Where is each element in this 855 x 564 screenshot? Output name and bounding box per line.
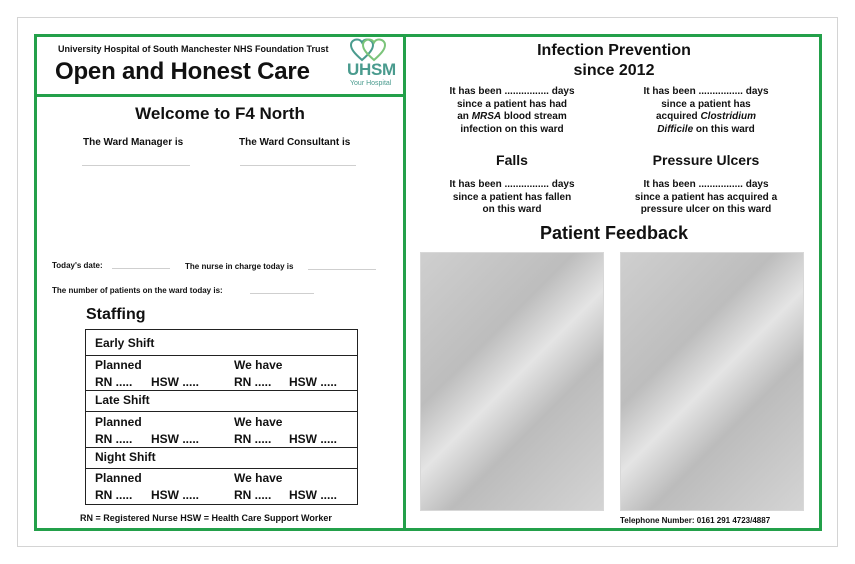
infection-title-line2: since 2012 <box>573 62 655 79</box>
stat-line: on this ward <box>482 204 542 215</box>
logo-tagline: Your Hospital <box>350 80 392 87</box>
ward-welcome: Welcome to F4 North <box>135 104 305 123</box>
date-label: Today's date: <box>52 261 103 270</box>
mrsa-stat <box>430 86 594 136</box>
infection-prevention-title <box>406 41 822 81</box>
trust-name: University Hospital of South Manchester NHS Foundation Trust <box>58 44 329 54</box>
stat-line: It has been ................ days <box>643 86 769 97</box>
ward-manager-line <box>82 165 190 166</box>
planned-label: Planned <box>95 358 142 372</box>
have-rn: RN ..... <box>234 432 272 446</box>
stat-line: pressure ulcer on this ward <box>640 204 772 215</box>
stat-line: since a patient has had <box>456 98 568 110</box>
falls-stat <box>430 179 594 217</box>
planned-label: Planned <box>95 415 142 429</box>
patient-feedback-title: Patient Feedback <box>539 223 689 243</box>
vertical-divider <box>403 34 406 531</box>
stat-line <box>624 111 788 124</box>
nurse-in-charge-line <box>308 269 376 270</box>
shift-divider <box>86 411 357 412</box>
ward-manager-label: The Ward Manager is <box>83 137 184 148</box>
infection-title-line1: Infection Prevention <box>537 42 691 59</box>
stat-emphasis: MRSA <box>471 111 502 122</box>
stat-emphasis: Clostridium <box>700 111 757 122</box>
have-label: We have <box>234 471 283 485</box>
have-label: We have <box>234 358 283 372</box>
planned-rn: RN ..... <box>95 488 133 502</box>
patient-count-line <box>250 293 314 294</box>
shift-divider <box>86 468 357 469</box>
heart-outline-icon <box>350 38 386 62</box>
ward-consultant-label: The Ward Consultant is <box>239 137 351 148</box>
stat-emphasis: Difficile <box>657 123 694 135</box>
planned-hsw: HSW ..... <box>151 375 199 389</box>
have-hsw: HSW ..... <box>289 432 337 446</box>
stat-text: an <box>457 111 472 122</box>
stat-line: It has been ................ days <box>449 179 575 190</box>
have-label: We have <box>234 415 283 429</box>
ward-consultant-line <box>240 165 356 166</box>
planned-label: Planned <box>95 471 142 485</box>
staffing-legend: RN = Registered Nurse HSW = Health Care Support Worker <box>80 513 332 523</box>
pressure-ulcers-title: Pressure Ulcers <box>652 152 760 168</box>
stat-text: acquired <box>655 111 701 122</box>
stat-text: blood stream <box>501 111 567 122</box>
staffing-table <box>85 329 358 505</box>
telephone-number: Telephone Number: 0161 291 4723/4887 <box>620 516 771 525</box>
stat-line: since a patient has acquired a <box>634 191 778 203</box>
falls-title: Falls <box>496 152 528 168</box>
have-rn: RN ..... <box>234 375 272 389</box>
patient-count-label: The number of patients on the ward today is: <box>52 286 223 295</box>
logo-text: UHSM <box>347 60 396 79</box>
have-hsw: HSW ..... <box>289 375 337 389</box>
nurse-in-charge-label: The nurse in charge today is <box>185 262 294 271</box>
header-divider <box>34 94 406 97</box>
stat-line: It has been ................ days <box>643 179 769 190</box>
stat-line: infection on this ward <box>460 123 564 135</box>
planned-rn: RN ..... <box>95 375 133 389</box>
planned-hsw: HSW ..... <box>151 488 199 502</box>
stat-line: It has been ................ days <box>449 86 575 97</box>
cdiff-stat <box>624 86 788 136</box>
stat-line: since a patient has <box>661 98 751 110</box>
planned-rn: RN ..... <box>95 432 133 446</box>
feedback-photo-right <box>620 252 804 511</box>
stat-line: since a patient has fallen <box>452 191 572 203</box>
pressure-ulcers-stat <box>619 179 793 217</box>
feedback-photo-left <box>420 252 604 511</box>
planned-hsw: HSW ..... <box>151 432 199 446</box>
shift-divider <box>86 390 357 391</box>
shift-divider <box>86 447 357 448</box>
shift-divider <box>86 355 357 356</box>
shift-name: Night Shift <box>95 450 156 464</box>
date-line <box>112 268 170 269</box>
have-hsw: HSW ..... <box>289 488 337 502</box>
have-rn: RN ..... <box>234 488 272 502</box>
stat-line <box>624 124 788 137</box>
stat-line <box>430 111 594 124</box>
staffing-title: Staffing <box>86 306 146 323</box>
shift-name: Early Shift <box>95 336 155 350</box>
shift-name: Late Shift <box>95 393 150 407</box>
page-title: Open and Honest Care <box>55 58 310 85</box>
stat-text: on this ward <box>693 123 755 135</box>
